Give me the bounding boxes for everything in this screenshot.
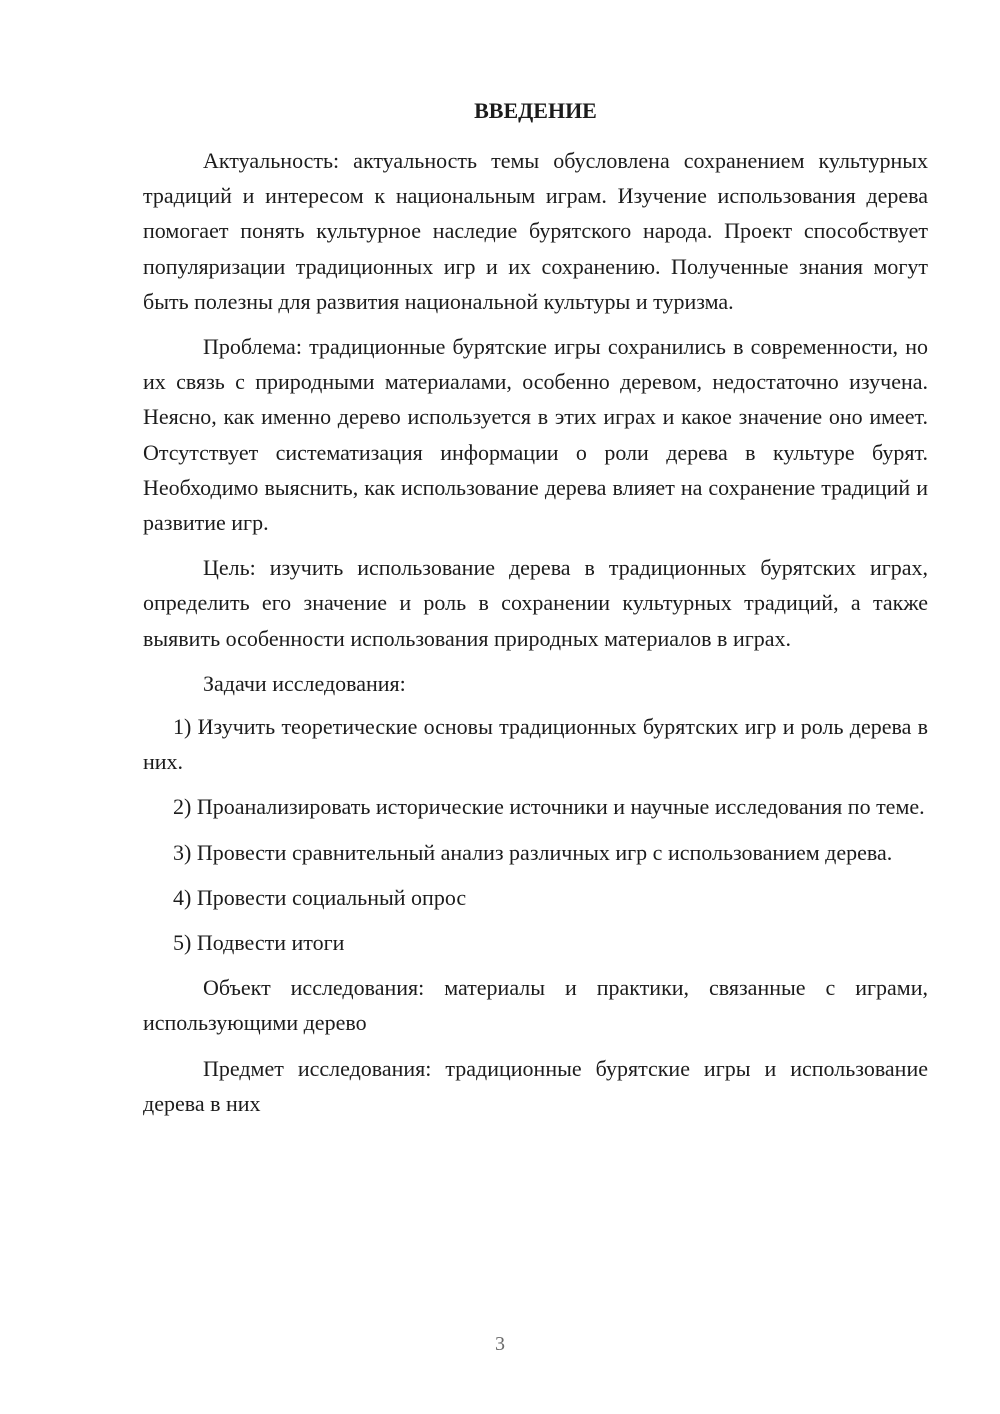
task-item-3: 3) Провести сравнительный анализ различных игр с использованием дерева. — [173, 839, 893, 865]
task-item-1: 1) Изучить теоретические основы традиционных бурятских игр и роль дерева в них. — [143, 714, 928, 775]
page-number: 3 — [495, 1333, 505, 1355]
tasks-heading: Задачи исследования: — [203, 670, 406, 696]
page-title: ВВЕДЕНИЕ — [474, 98, 597, 123]
paragraph-goal: Цель: изучить использование дерева в традиционных бурятских играх, определить его значение и роль в сохранении культурных традиций, а также выявить особенности использования природных материалов в играх. — [143, 555, 928, 651]
paragraph-subject: Предмет исследования: традиционные бурятские игры и использование дерева в них — [143, 1055, 928, 1116]
task-item-2: 2) Проанализировать исторические источники и научные исследования по теме. — [173, 794, 925, 820]
task-item-4: 4) Провести социальный опрос — [173, 884, 467, 910]
task-item-5: 5) Подвести итоги — [173, 930, 345, 956]
paragraph-object: Объект исследования: материалы и практики, связанные с играми, использующими дерево — [143, 975, 928, 1036]
page-content — [143, 95, 928, 1131]
paragraph-relevance: Актуальность: актуальность темы обусловлена сохранением культурных традиций и интересом к национальным играм. Изучение использования дерева помогает понять культурное наследие бурятского народа. Проект способствует популяризации традиционных игр и их сохранению. Полученные знания могут быть полезны для развития национальной культуры и туризма. — [143, 148, 928, 314]
paragraph-problem: Проблема: традиционные бурятские игры сохранились в современности, но их связь с природными материалами, особенно деревом, недостаточно изучена. Неясно, как именно дерево используется в этих играх и какое значение оно имеет. Отсутствует систематизация информации о роли дерева в культуре бурят. Необходимо выяснить, как использование дерева влияет на сохранение традиций и развитие игр. — [143, 334, 928, 536]
